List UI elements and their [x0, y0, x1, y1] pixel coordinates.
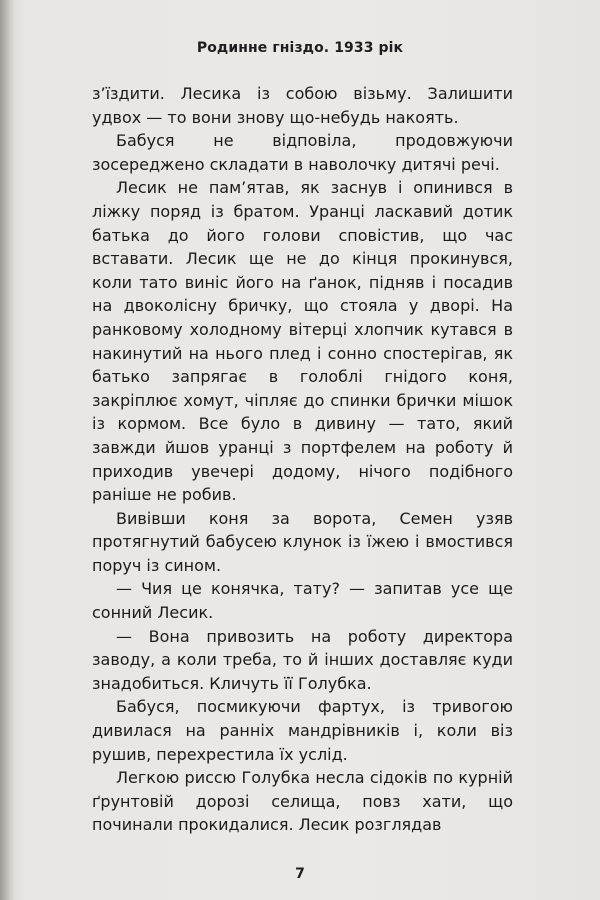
paragraph: — Вона привозить на роботу директора заводу, а коли треба, то й інших доставляє куди знадобиться. Кличуть її Голубка. [92, 626, 513, 693]
paragraph: — Чия це конячка, тату? — запитав усе ще сонний Лесик. [92, 579, 513, 623]
gutter-shadow [0, 0, 14, 900]
paragraph: Вивівши коня за ворота, Семен узяв протягнутий бабусею клунок із їжею і вмостився поруч із сином. [92, 508, 513, 575]
paragraph: Лесик не пам’ятав, як заснув і опинився в ліжку поряд із братом. Уранці ласкавий дотик батька до його голови сповістив, що час вставати. Лесик ще не до кінця прокинувся, коли тато виніс його на ґанок, підняв і посадив на двоколісну бричку, що стояла у дворі. На ранковому холодному вітерці хлопчик кутався в накинутий на нього плед і сонно спостерігав, як батько запрягає в голоблі гнідого коня, закріплює хомут, чіпляє до спинки брички мішок із кормом. Все було в дивину — тато, який завжди йшов уранці з портфелем на роботу й приходив увечері додому, нічого подібного раніше не робив. [92, 178, 513, 505]
page-number: 7 [295, 866, 305, 882]
paragraph: з’їздити. Лесика із собою візьму. Залишити удвох — то вони знову що-небудь накоять. [92, 84, 513, 127]
paragraph: Бабуся, посмикуючи фартух, із тривогою дивилася на ранніх мандрівників і, коли віз рушив, перехрестила їх услід. [92, 697, 513, 764]
paragraph: Легкою риссю Голубка несла сідоків по курній ґрунтовій дорозі селища, повз хати, що починали прокидалися. Лесик розглядав [92, 768, 513, 835]
body-text [92, 82, 513, 837]
paragraph: Бабуся не відповіла, продовжуючи зосереджено складати в наволочку дитячі речі. [92, 131, 513, 174]
running-head: Родинне гніздо. 1933 рік [196, 40, 404, 56]
